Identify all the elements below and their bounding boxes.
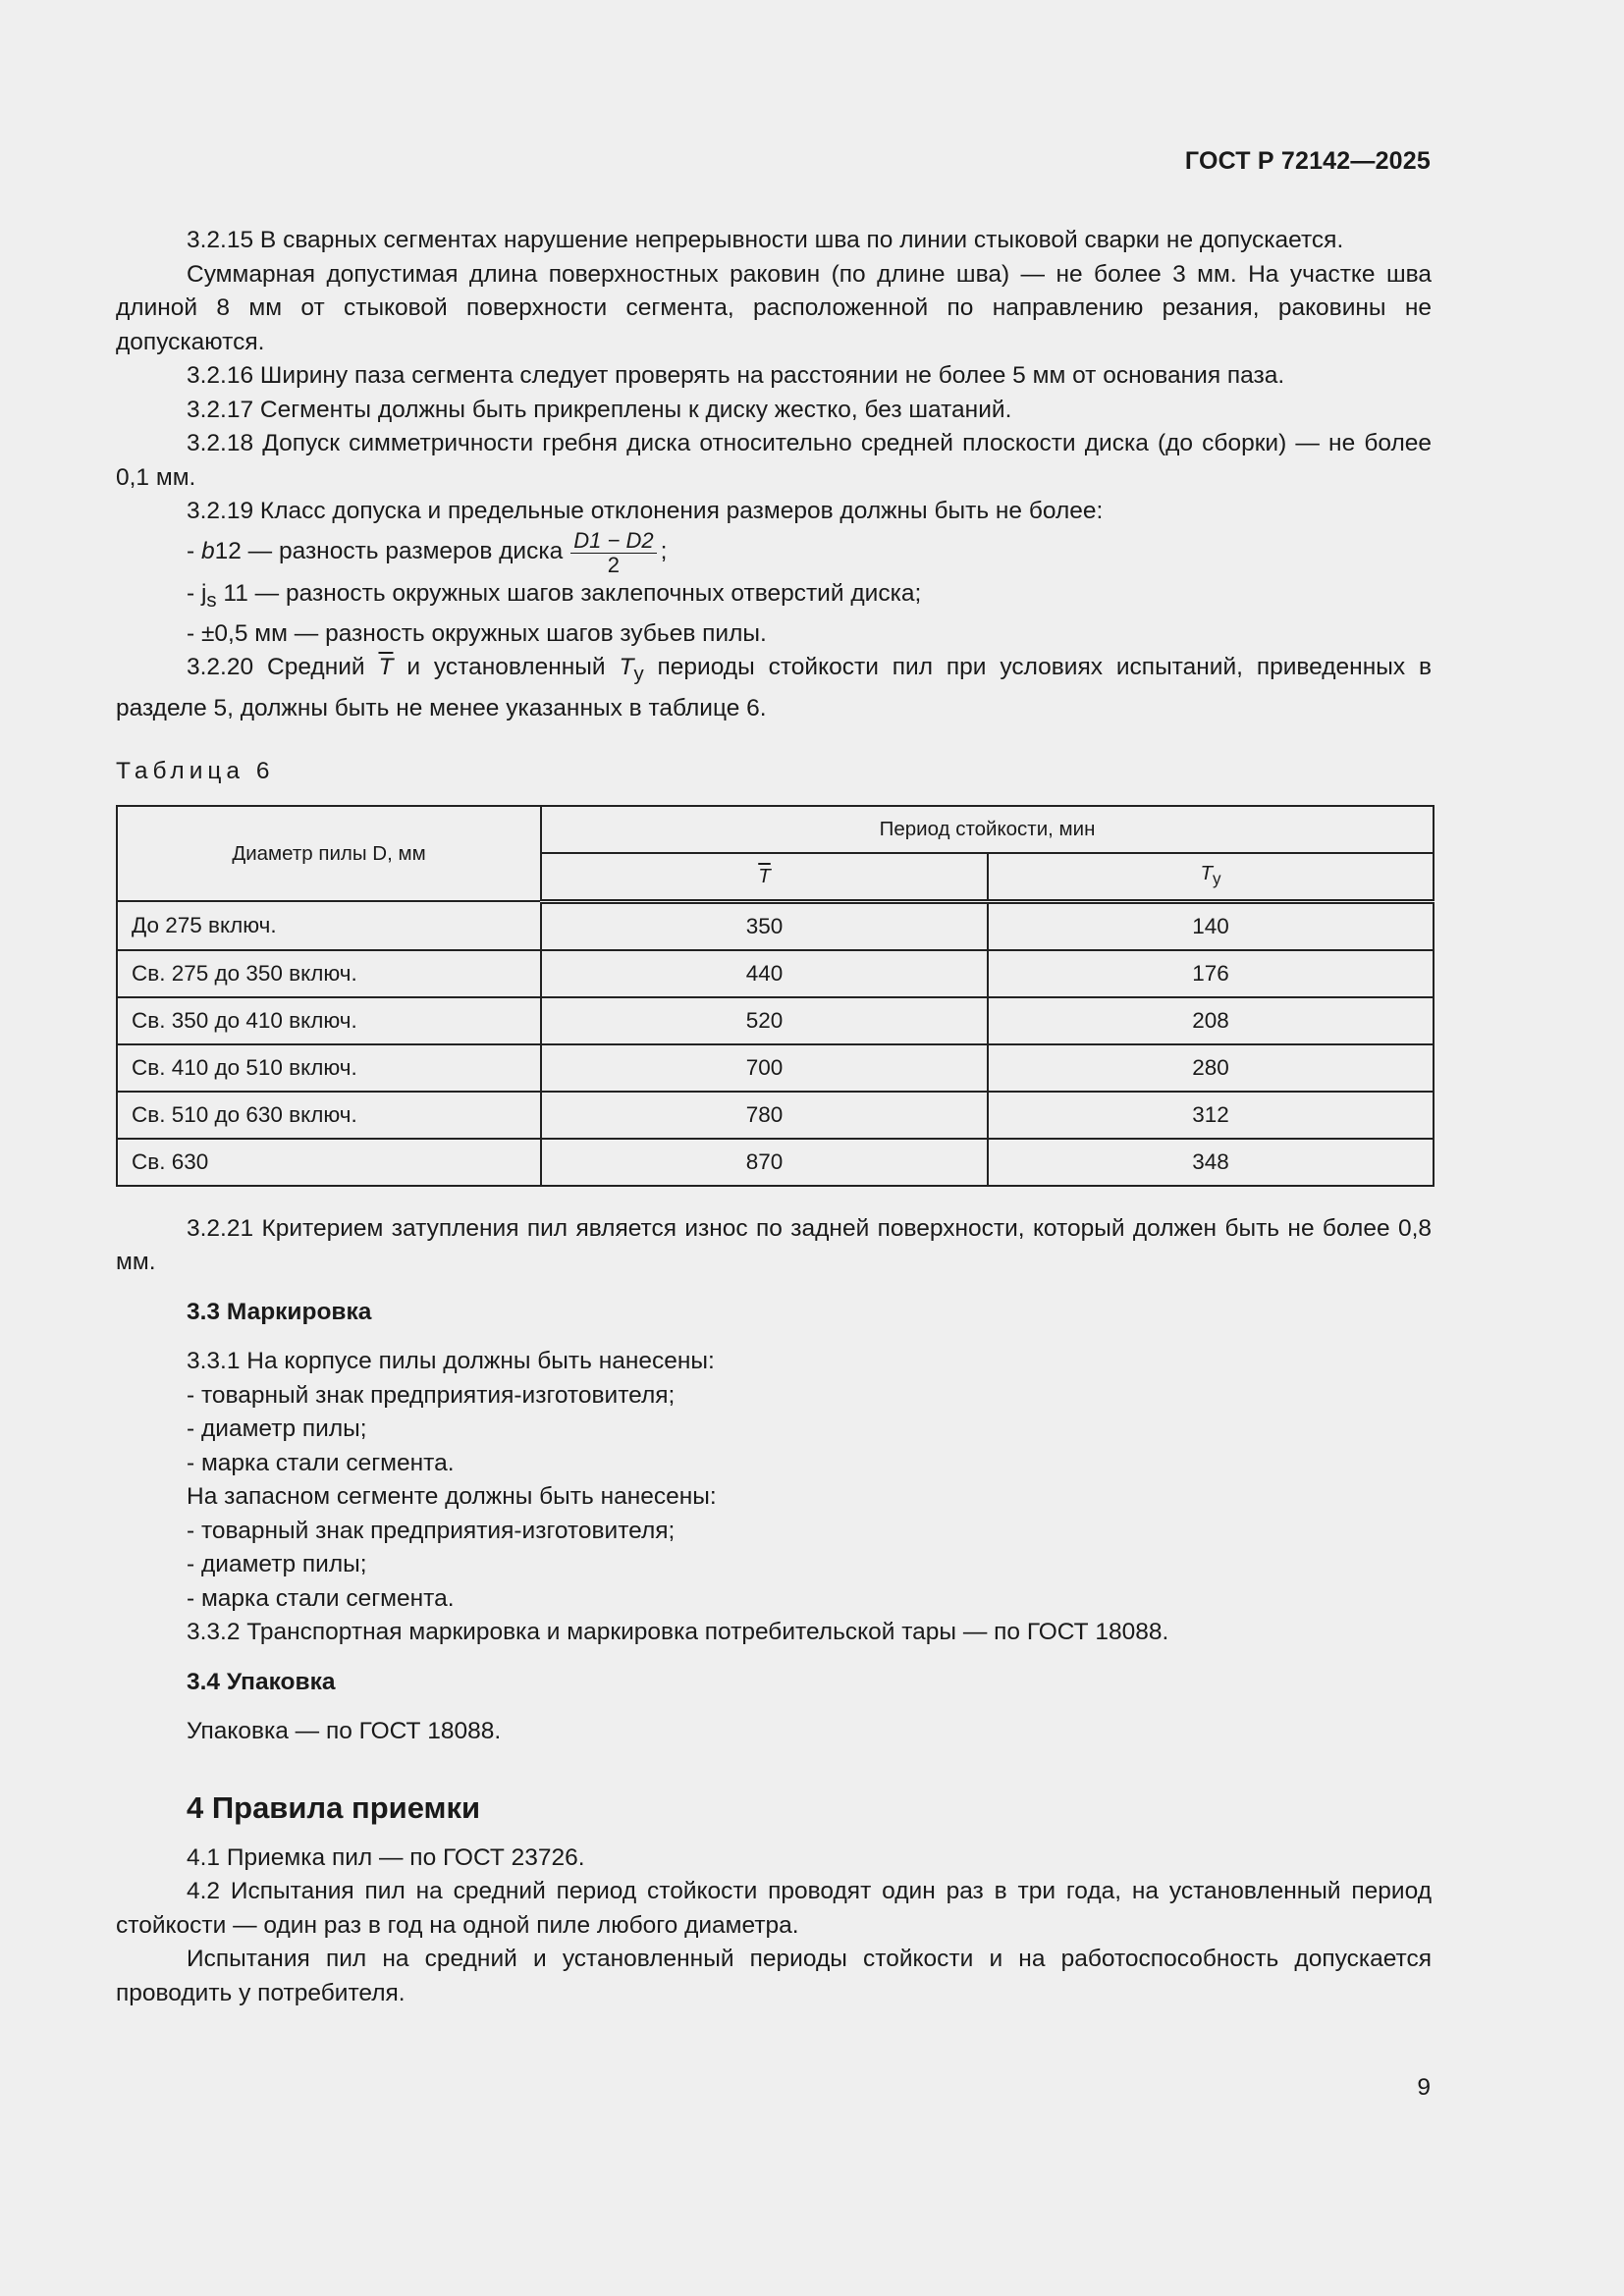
symbol-b: b	[200, 537, 215, 564]
cell-diameter: Св. 410 до 510 включ.	[117, 1044, 541, 1092]
page-content	[116, 224, 1432, 2010]
list-item: - товарный знак предприятия-изготовителя;	[187, 1381, 676, 1409]
list-item: - товарный знак предприятия-изготовителя;	[187, 1517, 676, 1544]
cell-diameter: Св. 275 до 350 включ.	[117, 950, 541, 997]
paragraph-4-1: 4.1 Приемка пил — по ГОСТ 23726.	[187, 1843, 585, 1871]
cell-diameter: Св. 510 до 630 включ.	[117, 1092, 541, 1139]
fraction-numerator: D1 − D2	[570, 529, 656, 554]
fraction-denominator: 2	[607, 552, 621, 577]
table-6	[116, 805, 1435, 1187]
paragraph-3-2-17: 3.2.17 Сегменты должны быть прикреплены к диску жестко, без шатаний.	[187, 396, 1012, 423]
section-heading-3-4: 3.4 Упаковка	[187, 1668, 336, 1695]
cell-t: 700	[541, 1044, 988, 1092]
table-row	[117, 1139, 1434, 1186]
paragraph-3-2-19: 3.2.19 Класс допуска и предельные отклонения размеров должны быть не более:	[187, 498, 1104, 524]
cell-ty: 176	[988, 950, 1434, 997]
table-row	[117, 901, 1434, 950]
cell-diameter: Св. 630	[117, 1139, 541, 1186]
paragraph-3-2-16: 3.2.16 Ширину паза сегмента следует проверять на расстоянии не более 5 мм от основания паза.	[187, 362, 1285, 389]
fraction	[570, 529, 656, 577]
header-period: Период стойкости, мин	[541, 806, 1434, 853]
table-row	[117, 997, 1434, 1044]
tolerance-item-teeth: - ±0,5 мм — разность окружных шагов зубьев пилы.	[187, 619, 767, 647]
cell-t: 520	[541, 997, 988, 1044]
paragraph-3-3-2: 3.3.2 Транспортная маркировка и маркировка потребительской тары — по ГОСТ 18088.	[187, 1619, 1169, 1646]
cell-ty: 140	[988, 901, 1434, 950]
paragraph-3-2-20: 3.2.20 Средний $\overline{T}$ и установленный $T_у$ периоды стойкости пил при условиях испытаний, приведенных в разделе 5, должны быть не менее указанных в таблице 6.	[116, 654, 1432, 721]
table-caption: Таблица 6	[116, 758, 275, 785]
paragraph-spare-segment: На запасном сегменте должны быть нанесены:	[187, 1483, 717, 1511]
header-t-set: $T_у$	[988, 853, 1434, 902]
cell-t: 870	[541, 1139, 988, 1186]
page-number: 9	[1417, 2074, 1431, 2101]
cell-ty: 312	[988, 1092, 1434, 1139]
paragraph-3-2-21: 3.2.21 Критерием затупления пил является износ по задней поверхности, который должен быть не более 0,8 мм.	[116, 1214, 1432, 1276]
cell-t: 440	[541, 950, 988, 997]
header-t-mean: $\overline{T}$	[541, 853, 988, 902]
tolerance-item-js11: - $j_s$ 11 — разность окружных шагов заклепочных отверстий диска;	[187, 579, 922, 612]
paragraph-tests-consumer: Испытания пил на средний и установленный периоды стойкости и на работоспособность допускается проводить у потребителя.	[116, 1946, 1432, 2006]
list-item: - марка стали сегмента.	[187, 1584, 455, 1612]
section-heading-4: 4 Правила приемки	[187, 1789, 481, 1825]
paragraph-packaging: Упаковка — по ГОСТ 18088.	[187, 1718, 502, 1745]
paragraph-3-3-1: 3.3.1 На корпусе пилы должны быть нанесены:	[187, 1348, 715, 1375]
list-item: - диаметр пилы;	[187, 1551, 367, 1578]
cell-t: 780	[541, 1092, 988, 1139]
paragraph-3-2-18: 3.2.18 Допуск симметричности гребня диска относительно средней плоскости диска (до сборки) — не более 0,1 мм.	[116, 430, 1432, 491]
header-diameter: Диаметр пилы D, мм	[117, 806, 541, 902]
document-header: ГОСТ Р 72142—2025	[1184, 147, 1431, 175]
paragraph-3-2-15: 3.2.15 В сварных сегментах нарушение непрерывности шва по линии стыковой сварки не допускается.	[187, 227, 1344, 253]
table-row	[117, 1044, 1434, 1092]
cell-ty: 280	[988, 1044, 1434, 1092]
section-heading-3-3: 3.3 Маркировка	[187, 1298, 372, 1325]
cell-diameter: Св. 350 до 410 включ.	[117, 997, 541, 1044]
cell-diameter: До 275 включ.	[117, 901, 541, 950]
cell-t: 350	[541, 901, 988, 950]
list-item: - диаметр пилы;	[187, 1415, 367, 1443]
tolerance-item-b12: - b12 — разность размеров диска $\frac{D1 - D2}{2}$ ;	[187, 527, 668, 577]
cell-ty: 348	[988, 1139, 1434, 1186]
table-row	[117, 950, 1434, 997]
paragraph-4-2: 4.2 Испытания пил на средний период стойкости проводят один раз в три года, на установленный период стойкости — один раз в год на одной пиле любого диаметра.	[116, 1878, 1432, 1939]
paragraph-cavities: Суммарная допустимая длина поверхностных раковин (по длине шва) — не более 3 мм. На участке шва длиной 8 мм от стыковой поверхности сегмента, расположенной по направлению резания, раковины не допускаются.	[116, 260, 1432, 355]
table-row	[117, 1092, 1434, 1139]
list-item: - марка стали сегмента.	[187, 1449, 455, 1476]
cell-ty: 208	[988, 997, 1434, 1044]
